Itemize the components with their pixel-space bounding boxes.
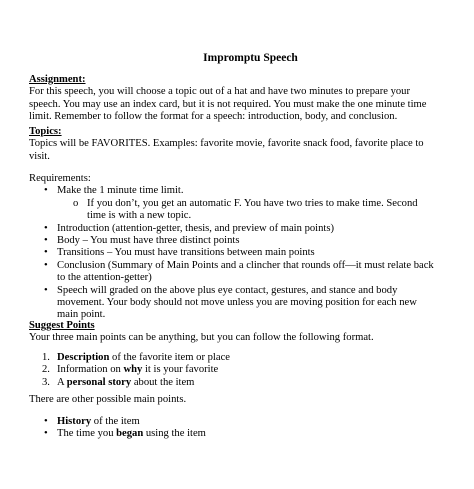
bullet-icon: •	[44, 185, 48, 197]
item-number: 1.	[42, 352, 50, 363]
item-bold-text: why	[123, 364, 143, 376]
topics-heading: Topics:	[29, 126, 62, 137]
numbered-item	[29, 352, 449, 364]
item-bold-text: personal story	[66, 376, 132, 388]
bullet-icon: •	[44, 222, 48, 234]
assignment-line: limit. Remember to follow the format for a speech: introduction, body, and conclusion.	[29, 111, 398, 123]
list-item	[29, 223, 449, 235]
assignment-line: For this speech, you will choose a topic out of a hat and have two minutes to prepare your	[29, 86, 410, 98]
bullet-icon: •	[44, 284, 48, 296]
list-item-text: Body – You must have three distinct points	[57, 235, 240, 247]
topics-section	[29, 126, 449, 163]
list-item-text: Transitions – You must have transitions between main points	[57, 247, 315, 259]
other-points-section	[29, 394, 449, 406]
list-item	[29, 428, 449, 440]
list-item-text: to the attention-getter)	[57, 272, 152, 284]
item-bold-text: began	[116, 428, 144, 440]
item-number: 2.	[42, 364, 50, 376]
item-text: The time you	[57, 428, 117, 440]
bullet-list	[29, 416, 449, 441]
list-item-text: movement. Your body should not move unless you are moving position for each new	[57, 297, 417, 309]
list-item	[29, 260, 449, 285]
item-bold-text: Description	[57, 352, 110, 363]
numbered-item	[29, 377, 449, 389]
list-item-text: Conclusion (Summary of Main Points and a clincher that rounds off—it must relate back	[57, 259, 434, 271]
item-text: A	[57, 376, 67, 388]
list-item-text: main point.	[57, 309, 106, 321]
topics-line: Topics will be FAVORITES. Examples: favorite movie, favorite snack food, favorite place to	[29, 138, 424, 150]
other-points-text: There are other possible main points.	[29, 394, 187, 405]
list-item-text: Make the 1 minute time limit.	[57, 185, 184, 197]
item-text: of the item	[91, 416, 140, 427]
suggest-heading: Suggest Points	[29, 320, 95, 331]
list-item	[29, 285, 449, 322]
requirements-heading: Requirements:	[29, 173, 91, 184]
list-item	[29, 247, 449, 259]
assignment-section	[29, 74, 449, 124]
sub-list-item	[29, 198, 449, 223]
item-text: using the item	[143, 428, 206, 440]
bullet-icon: •	[44, 416, 48, 427]
item-text: it is your favorite	[142, 364, 219, 376]
list-item-text: Introduction (attention-getter, thesis, and preview of main points)	[57, 222, 334, 234]
list-item	[29, 416, 449, 428]
item-text: of the favorite item or place	[109, 352, 230, 363]
list-item	[29, 235, 449, 247]
item-text: about the item	[131, 376, 195, 388]
list-item-text: Speech will graded on the above plus eye contact, gestures, and stance and body	[57, 284, 398, 296]
suggest-section	[29, 320, 449, 345]
bullet-icon: •	[44, 247, 48, 259]
numbered-item	[29, 364, 449, 376]
list-item	[29, 185, 449, 197]
numbered-list	[29, 352, 449, 389]
circle-bullet-icon: o	[73, 197, 79, 209]
assignment-heading: Assignment:	[29, 74, 86, 85]
suggest-intro: Your three main points can be anything, but you can follow the following format.	[29, 332, 374, 344]
item-text: Information on	[57, 364, 124, 376]
item-number: 3.	[42, 376, 50, 388]
topics-line: visit.	[29, 150, 50, 162]
bullet-icon: •	[44, 259, 48, 271]
item-bold-text: History	[57, 416, 92, 427]
page-title: Impromptu Speech	[203, 52, 298, 64]
bullet-icon: •	[44, 428, 48, 440]
bullet-icon: •	[44, 235, 48, 247]
list-item-text: time is with a new topic.	[87, 210, 192, 222]
requirements-section	[29, 173, 449, 322]
list-item-text: If you don’t, you get an automatic F. You have two tries to make time. Second	[87, 197, 418, 209]
assignment-line: speech. You may use an index card, but it is not required. You must make the one minute time	[29, 98, 427, 110]
